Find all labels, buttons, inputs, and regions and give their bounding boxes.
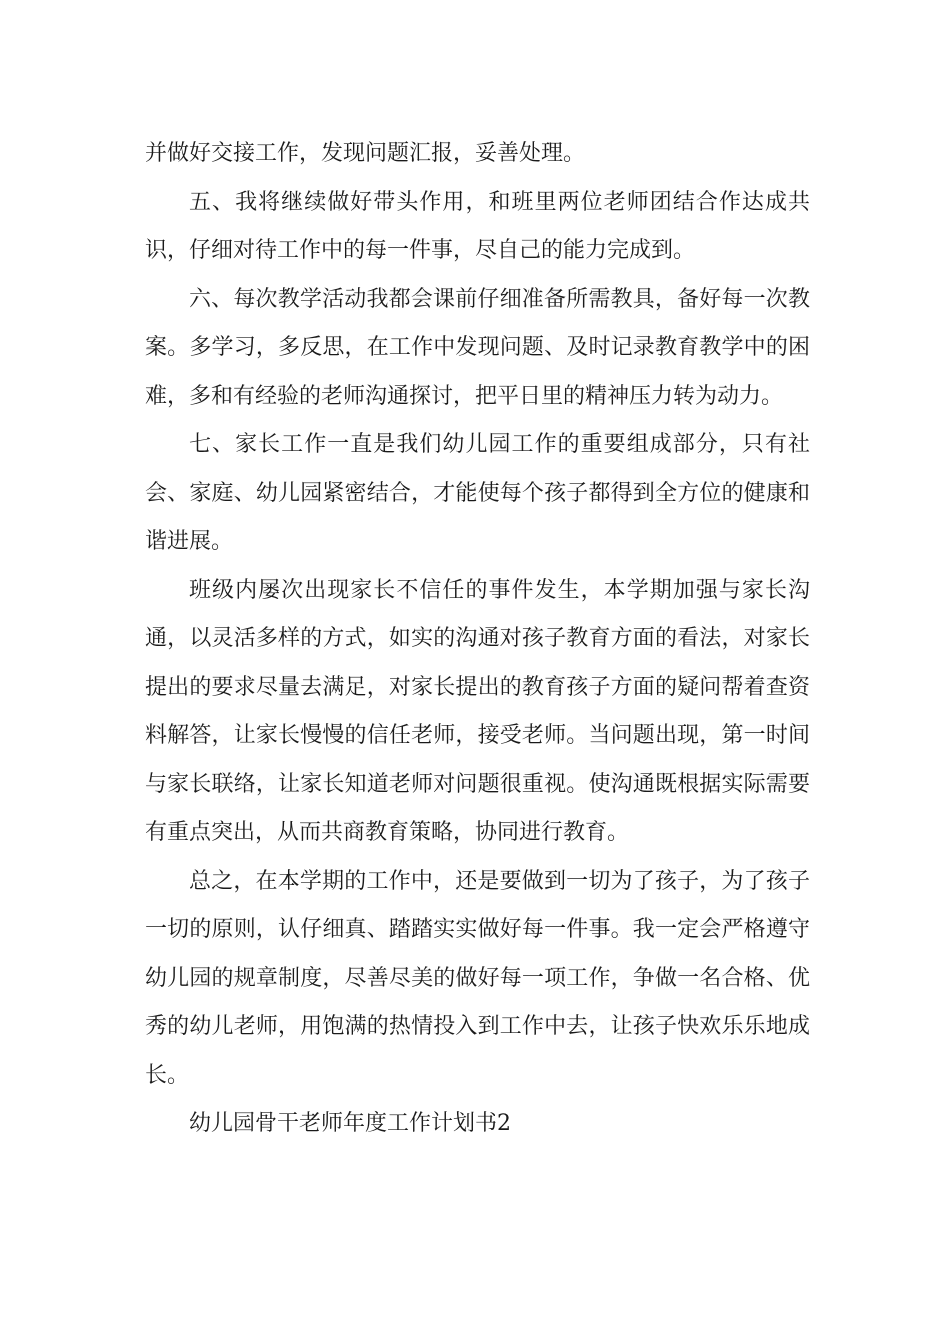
section-title: 幼儿园骨干老师年度工作计划书2 (189, 1111, 511, 1136)
paragraph-parent-communication: 班级内屡次出现家长不信任的事件发生，本学期加强与家长沟通，以灵活多样的方式，如实的沟通对孩子教育方面的看法，对家长提出的要求尽量去满足，对家长提出的教育孩子方面的疑问帮着查资料解答，让家长慢慢的信任老师，接受老师。当问题出现，第一时间与家长联络，让家长知道老师对问题很重视。使沟通既根据实际需要有重点突出，从而共商教育策略，协同进行教育。 (145, 577, 810, 845)
paragraph-item-6: 六、每次教学活动我都会课前仔细准备所需教具，备好每一次教案。多学习，多反思，在工作中发现问题、及时记录教育教学中的困难，多和有经验的老师沟通探讨，把平日里的精神压力转为动力。 (145, 286, 810, 409)
document-body (145, 130, 810, 1149)
paragraph-item-5: 五、我将继续做好带头作用，和班里两位老师团结合作达成共识，仔细对待工作中的每一件事，尽自己的能力完成到。 (145, 189, 810, 263)
paragraph-conclusion: 总之，在本学期的工作中，还是要做到一切为了孩子，为了孩子一切的原则，认仔细真、踏踏实实做好每一件事。我一定会严格遵守幼儿园的规章制度，尽善尽美的做好每一项工作，争做一名合格、优秀的幼儿老师，用饱满的热情投入到工作中去，让孩子快欢乐乐地成长。 (145, 868, 810, 1088)
paragraph-item-7: 七、家长工作一直是我们幼儿园工作的重要组成部分，只有社会、家庭、幼儿园紧密结合，才能使每个孩子都得到全方位的健康和谐进展。 (145, 432, 810, 554)
paragraph-continuation: 并做好交接工作，发现问题汇报，妥善处理。 (145, 141, 586, 166)
